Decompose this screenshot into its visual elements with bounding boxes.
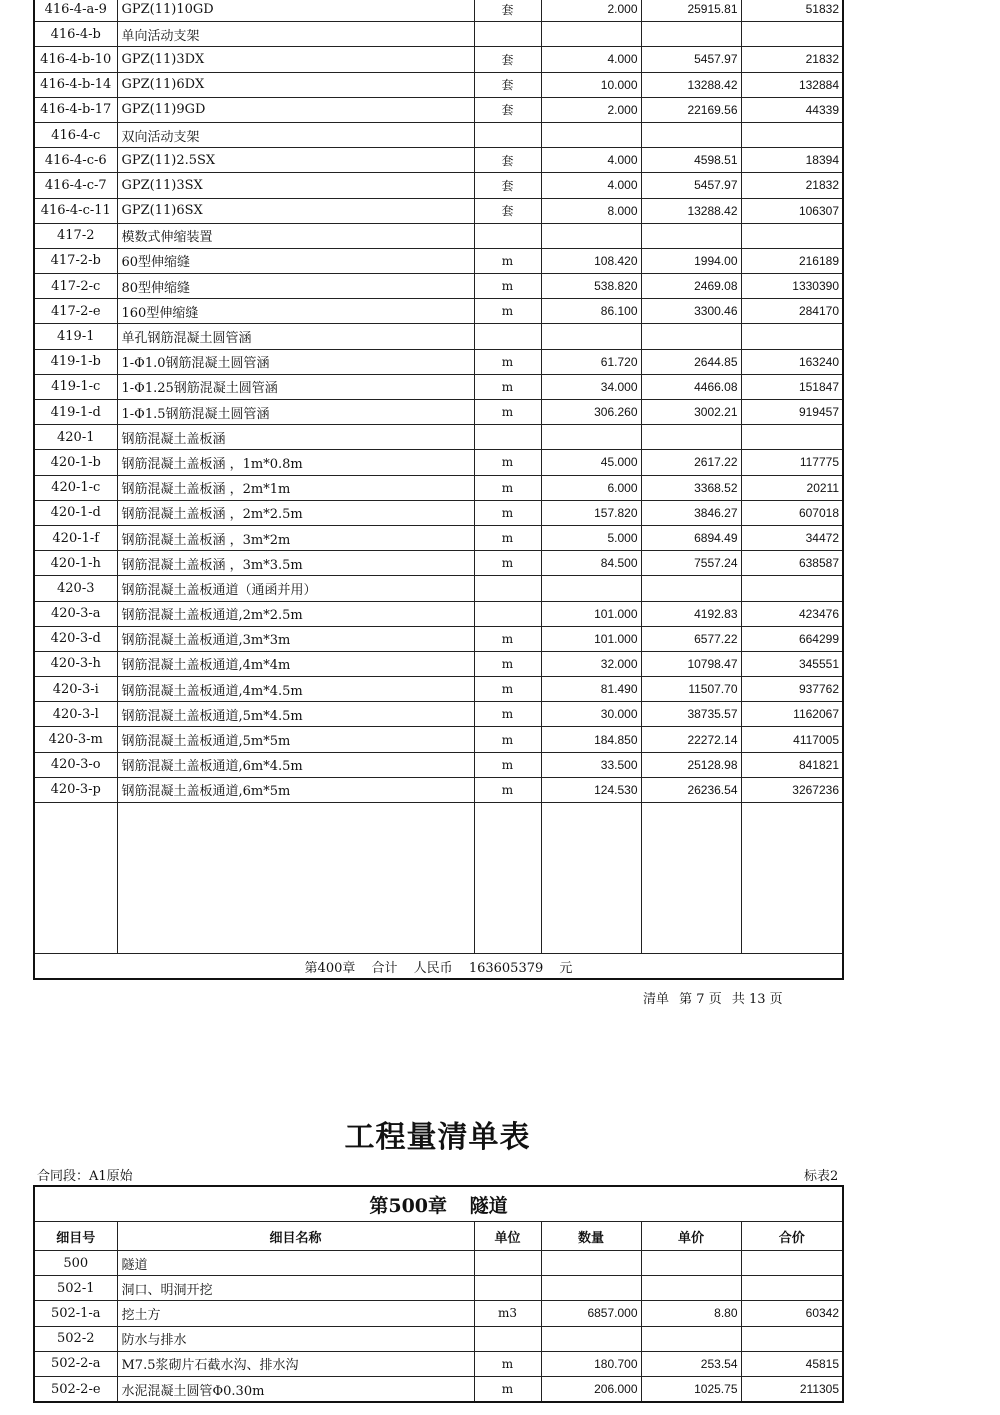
table-row — [34, 0, 843, 22]
header-unit: 单位 — [474, 1222, 541, 1251]
item-name: 钢筋混凝土盖板通道,4m*4.5m — [117, 677, 474, 702]
table-row — [34, 324, 843, 349]
item-quantity: 101.000 — [541, 601, 641, 626]
table-row — [34, 1376, 843, 1402]
item-unit: m — [474, 677, 541, 702]
table-row — [34, 626, 843, 651]
item-code: 419-1-c — [34, 374, 117, 399]
item-unit: 套 — [474, 72, 541, 97]
item-name: GPZ(11)3DX — [117, 47, 474, 72]
item-quantity: 32.000 — [541, 651, 641, 676]
item-amount — [741, 122, 843, 147]
item-quantity: 2.000 — [541, 97, 641, 122]
item-name: 水泥混凝土圆管Φ0.30m — [117, 1376, 474, 1402]
item-quantity: 206.000 — [541, 1376, 641, 1402]
item-unit — [474, 1276, 541, 1301]
item-name: 单孔钢筋混凝土圆管涵 — [117, 324, 474, 349]
item-quantity — [541, 223, 641, 248]
table-row — [34, 349, 843, 374]
table-row — [34, 223, 843, 248]
item-amount — [741, 1251, 843, 1276]
item-unit: m — [474, 752, 541, 777]
chapter-number: 第500章 — [369, 1194, 448, 1217]
item-unit: m — [474, 1351, 541, 1376]
item-amount — [741, 22, 843, 47]
table-row — [34, 425, 843, 450]
item-unit-price — [641, 223, 741, 248]
item-quantity: 6857.000 — [541, 1301, 641, 1326]
item-quantity: 4.000 — [541, 173, 641, 198]
item-unit: m — [474, 551, 541, 576]
item-quantity: 84.500 — [541, 551, 641, 576]
item-name: GPZ(11)6DX — [117, 72, 474, 97]
item-amount: 21832 — [741, 47, 843, 72]
item-code: 420-3-o — [34, 752, 117, 777]
total-label: 合计 — [371, 960, 398, 976]
item-code: 502-2-a — [34, 1351, 117, 1376]
item-unit: m — [474, 500, 541, 525]
table-row — [34, 727, 843, 752]
item-unit-price: 5457.97 — [641, 173, 741, 198]
item-code: 420-3-a — [34, 601, 117, 626]
item-quantity: 30.000 — [541, 702, 641, 727]
item-unit — [474, 601, 541, 626]
table-row — [34, 148, 843, 173]
item-unit — [474, 1326, 541, 1351]
item-code: 416-4-a-9 — [34, 0, 117, 22]
item-amount: 60342 — [741, 1301, 843, 1326]
item-amount: 34472 — [741, 525, 843, 550]
item-amount: 117775 — [741, 450, 843, 475]
table-row — [34, 551, 843, 576]
item-name: 钢筋混凝土盖板通道,6m*4.5m — [117, 752, 474, 777]
page-footer — [643, 988, 789, 1007]
item-quantity: 45.000 — [541, 450, 641, 475]
item-unit: 套 — [474, 97, 541, 122]
item-name: 160型伸缩缝 — [117, 299, 474, 324]
item-unit: m — [474, 727, 541, 752]
item-quantity: 8.000 — [541, 198, 641, 223]
item-name: 1-Φ1.0钢筋混凝土圆管涵 — [117, 349, 474, 374]
table-row — [34, 576, 843, 601]
item-name: 钢筋混凝土盖板通道,5m*4.5m — [117, 702, 474, 727]
table-row — [34, 1326, 843, 1351]
table-row — [34, 475, 843, 500]
total-amount: 163605379 — [468, 960, 544, 976]
item-unit: m — [474, 1376, 541, 1402]
footer-page: 第 7 页 — [679, 992, 722, 1007]
item-unit: m — [474, 475, 541, 500]
item-code: 502-1 — [34, 1276, 117, 1301]
item-quantity — [541, 1251, 641, 1276]
item-name: 单向活动支架 — [117, 22, 474, 47]
item-code: 417-2-b — [34, 248, 117, 273]
item-unit-price — [641, 22, 741, 47]
item-unit-price — [641, 324, 741, 349]
item-amount: 20211 — [741, 475, 843, 500]
item-unit-price: 4598.51 — [641, 148, 741, 173]
item-quantity: 10.000 — [541, 72, 641, 97]
item-quantity: 61.720 — [541, 349, 641, 374]
item-name: 钢筋混凝土盖板涵 ，2m*1m — [117, 475, 474, 500]
item-code: 416-4-b-14 — [34, 72, 117, 97]
item-amount: 937762 — [741, 677, 843, 702]
item-code: 417-2-e — [34, 299, 117, 324]
form-number: 标表2 — [804, 1169, 839, 1184]
item-amount: 284170 — [741, 299, 843, 324]
item-unit-price: 8.80 — [641, 1301, 741, 1326]
item-amount: 18394 — [741, 148, 843, 173]
item-unit: 套 — [474, 148, 541, 173]
item-code: 417-2-c — [34, 274, 117, 299]
item-unit — [474, 122, 541, 147]
table-row — [34, 500, 843, 525]
item-unit-price — [641, 425, 741, 450]
item-amount: 841821 — [741, 752, 843, 777]
item-code: 419-1-b — [34, 349, 117, 374]
item-code: 416-4-b-17 — [34, 97, 117, 122]
item-quantity: 157.820 — [541, 500, 641, 525]
item-code: 419-1 — [34, 324, 117, 349]
item-amount: 3267236 — [741, 777, 843, 802]
table-row — [34, 400, 843, 425]
table-row — [34, 1301, 843, 1326]
item-quantity — [541, 576, 641, 601]
item-amount: 1330390 — [741, 274, 843, 299]
item-amount: 211305 — [741, 1376, 843, 1402]
item-code: 420-1-b — [34, 450, 117, 475]
item-unit: m — [474, 651, 541, 676]
table-row — [34, 22, 843, 47]
bill-table-body — [34, 0, 843, 979]
item-unit: m — [474, 400, 541, 425]
item-name: GPZ(11)9GD — [117, 97, 474, 122]
chapter-header-row — [34, 1186, 843, 1222]
item-code: 420-3-d — [34, 626, 117, 651]
contract-section: 合同段：A1原始 — [37, 1169, 133, 1184]
item-name: GPZ(11)3SX — [117, 173, 474, 198]
item-unit: m — [474, 349, 541, 374]
item-unit: m — [474, 450, 541, 475]
item-name: 1-Φ1.5钢筋混凝土圆管涵 — [117, 400, 474, 425]
item-name: 钢筋混凝土盖板涵 ，2m*2.5m — [117, 500, 474, 525]
item-quantity: 538.820 — [541, 274, 641, 299]
item-amount: 44339 — [741, 97, 843, 122]
table-row — [34, 299, 843, 324]
item-unit-price: 1025.75 — [641, 1376, 741, 1402]
item-name: 钢筋混凝土盖板涵 ，3m*2m — [117, 525, 474, 550]
item-quantity: 124.530 — [541, 777, 641, 802]
item-unit-price: 10798.47 — [641, 651, 741, 676]
item-name: 防水与排水 — [117, 1326, 474, 1351]
item-unit-price: 2644.85 — [641, 349, 741, 374]
item-unit: m — [474, 525, 541, 550]
table-row — [34, 47, 843, 72]
item-unit-price — [641, 1276, 741, 1301]
item-quantity: 81.490 — [541, 677, 641, 702]
item-unit-price: 2617.22 — [641, 450, 741, 475]
item-name: 钢筋混凝土盖板通道,5m*5m — [117, 727, 474, 752]
item-unit-price: 22272.14 — [641, 727, 741, 752]
item-code: 420-1 — [34, 425, 117, 450]
item-name: GPZ(11)6SX — [117, 198, 474, 223]
item-code: 420-1-h — [34, 551, 117, 576]
bill-table-chapter-500 — [33, 1185, 844, 1403]
item-quantity: 184.850 — [541, 727, 641, 752]
item-name: 钢筋混凝土盖板涵 ，3m*3.5m — [117, 551, 474, 576]
header-code: 细目号 — [34, 1222, 117, 1251]
item-quantity: 4.000 — [541, 148, 641, 173]
footer-total-pages: 共 13 页 — [731, 992, 783, 1007]
item-code: 420-3-l — [34, 702, 117, 727]
item-unit — [474, 22, 541, 47]
item-name: 钢筋混凝土盖板通道（通函并用） — [117, 576, 474, 601]
item-code: 420-3-p — [34, 777, 117, 802]
item-amount: 664299 — [741, 626, 843, 651]
bill-table-chapter-400 — [33, 0, 844, 980]
item-name: 1-Φ1.25钢筋混凝土圆管涵 — [117, 374, 474, 399]
total-unit: 元 — [559, 960, 573, 976]
item-amount: 51832 — [741, 0, 843, 22]
item-quantity: 5.000 — [541, 525, 641, 550]
item-code: 420-3-m — [34, 727, 117, 752]
item-amount — [741, 223, 843, 248]
item-name: 挖土方 — [117, 1301, 474, 1326]
item-code: 420-3-h — [34, 651, 117, 676]
item-unit-price: 25915.81 — [641, 0, 741, 22]
item-name: 钢筋混凝土盖板通道,2m*2.5m — [117, 601, 474, 626]
item-unit-price — [641, 1251, 741, 1276]
item-amount: 21832 — [741, 173, 843, 198]
item-code: 502-1-a — [34, 1301, 117, 1326]
item-amount: 45815 — [741, 1351, 843, 1376]
item-unit-price: 13288.42 — [641, 72, 741, 97]
item-amount: 638587 — [741, 551, 843, 576]
item-amount — [741, 1276, 843, 1301]
item-unit-price — [641, 122, 741, 147]
item-quantity: 101.000 — [541, 626, 641, 651]
item-unit-price: 5457.97 — [641, 47, 741, 72]
item-code: 416-4-b — [34, 22, 117, 47]
item-unit-price: 3300.46 — [641, 299, 741, 324]
table-row — [34, 122, 843, 147]
chapter-total-row — [34, 954, 843, 980]
item-unit — [474, 223, 541, 248]
item-amount: 106307 — [741, 198, 843, 223]
item-name: 洞口、明洞开挖 — [117, 1276, 474, 1301]
item-unit-price: 11507.70 — [641, 677, 741, 702]
item-unit: 套 — [474, 173, 541, 198]
item-unit-price: 13288.42 — [641, 198, 741, 223]
item-code: 419-1-d — [34, 400, 117, 425]
item-quantity: 34.000 — [541, 374, 641, 399]
item-unit: m — [474, 702, 541, 727]
table-row — [34, 777, 843, 802]
item-code: 502-2 — [34, 1326, 117, 1351]
item-quantity — [541, 1326, 641, 1351]
page-title: 工程量清单表 — [344, 1120, 531, 1155]
blank-row — [34, 803, 843, 954]
table-row — [34, 677, 843, 702]
item-quantity — [541, 122, 641, 147]
item-unit-price: 253.54 — [641, 1351, 741, 1376]
item-code: 416-4-c — [34, 122, 117, 147]
item-code: 420-3 — [34, 576, 117, 601]
item-quantity — [541, 324, 641, 349]
item-unit-price — [641, 576, 741, 601]
table-row — [34, 72, 843, 97]
item-unit: 套 — [474, 198, 541, 223]
item-unit-price: 4192.83 — [641, 601, 741, 626]
item-quantity — [541, 425, 641, 450]
header-price: 单价 — [641, 1222, 741, 1251]
table-row — [34, 173, 843, 198]
item-unit-price: 1994.00 — [641, 248, 741, 273]
item-name: 80型伸缩缝 — [117, 274, 474, 299]
table-row — [34, 1276, 843, 1301]
item-unit: m — [474, 777, 541, 802]
item-unit: 套 — [474, 47, 541, 72]
item-unit: m — [474, 299, 541, 324]
table-row — [34, 1351, 843, 1376]
item-code: 420-1-c — [34, 475, 117, 500]
item-unit: 套 — [474, 0, 541, 22]
table-row — [34, 525, 843, 550]
header-name: 细目名称 — [117, 1222, 474, 1251]
item-quantity: 180.700 — [541, 1351, 641, 1376]
item-name: 隧道 — [117, 1251, 474, 1276]
item-quantity: 306.260 — [541, 400, 641, 425]
item-unit — [474, 1251, 541, 1276]
item-quantity — [541, 22, 641, 47]
item-name: 双向活动支架 — [117, 122, 474, 147]
item-unit-price: 4466.08 — [641, 374, 741, 399]
item-amount: 216189 — [741, 248, 843, 273]
item-unit-price: 2469.08 — [641, 274, 741, 299]
item-amount: 163240 — [741, 349, 843, 374]
item-amount: 151847 — [741, 374, 843, 399]
table-row — [34, 198, 843, 223]
item-amount: 919457 — [741, 400, 843, 425]
item-amount — [741, 576, 843, 601]
item-amount — [741, 1326, 843, 1351]
table-row — [34, 752, 843, 777]
item-unit-price: 6577.22 — [641, 626, 741, 651]
table-row — [34, 450, 843, 475]
total-chapter: 第400章 — [304, 960, 356, 976]
item-amount: 4117005 — [741, 727, 843, 752]
total-currency: 人民币 — [413, 960, 453, 976]
item-unit: m — [474, 374, 541, 399]
table-row — [34, 374, 843, 399]
column-header-row — [34, 1222, 843, 1251]
item-name: GPZ(11)10GD — [117, 0, 474, 22]
item-quantity: 33.500 — [541, 752, 641, 777]
table-row — [34, 274, 843, 299]
item-unit-price: 25128.98 — [641, 752, 741, 777]
item-unit-price: 3368.52 — [641, 475, 741, 500]
item-code: 416-4-c-7 — [34, 173, 117, 198]
item-code: 502-2-e — [34, 1376, 117, 1402]
item-code: 420-1-d — [34, 500, 117, 525]
item-amount: 345551 — [741, 651, 843, 676]
item-name: 钢筋混凝土盖板通道,6m*5m — [117, 777, 474, 802]
item-code: 416-4-c-11 — [34, 198, 117, 223]
item-quantity: 108.420 — [541, 248, 641, 273]
item-unit-price: 3846.27 — [641, 500, 741, 525]
item-unit — [474, 324, 541, 349]
item-unit — [474, 576, 541, 601]
item-unit-price: 3002.21 — [641, 400, 741, 425]
item-unit-price: 22169.56 — [641, 97, 741, 122]
item-name: 钢筋混凝土盖板通道,3m*3m — [117, 626, 474, 651]
item-code: 420-3-i — [34, 677, 117, 702]
item-code: 416-4-b-10 — [34, 47, 117, 72]
item-name: 60型伸缩缝 — [117, 248, 474, 273]
item-amount: 423476 — [741, 601, 843, 626]
item-name: M7.5浆砌片石截水沟、排水沟 — [117, 1351, 474, 1376]
item-unit-price: 7557.24 — [641, 551, 741, 576]
item-unit: m — [474, 626, 541, 651]
item-quantity: 6.000 — [541, 475, 641, 500]
item-quantity — [541, 1276, 641, 1301]
item-name: 模数式伸缩装置 — [117, 223, 474, 248]
item-name: 钢筋混凝土盖板涵 ，1m*0.8m — [117, 450, 474, 475]
item-quantity: 86.100 — [541, 299, 641, 324]
item-unit-price: 26236.54 — [641, 777, 741, 802]
header-qty: 数量 — [541, 1222, 641, 1251]
item-name: 钢筋混凝土盖板涵 — [117, 425, 474, 450]
bill-table-body — [34, 1251, 843, 1403]
table-row — [34, 248, 843, 273]
item-unit — [474, 425, 541, 450]
item-unit-price — [641, 1326, 741, 1351]
item-amount: 1162067 — [741, 702, 843, 727]
item-code: 500 — [34, 1251, 117, 1276]
item-quantity: 4.000 — [541, 47, 641, 72]
item-unit: m3 — [474, 1301, 541, 1326]
item-code: 416-4-c-6 — [34, 148, 117, 173]
table-row — [34, 601, 843, 626]
item-code: 420-1-f — [34, 525, 117, 550]
item-amount: 132884 — [741, 72, 843, 97]
item-unit: m — [474, 274, 541, 299]
item-code: 417-2 — [34, 223, 117, 248]
item-name: GPZ(11)2.5SX — [117, 148, 474, 173]
table-row — [34, 702, 843, 727]
item-unit-price: 6894.49 — [641, 525, 741, 550]
item-name: 钢筋混凝土盖板通道,4m*4m — [117, 651, 474, 676]
item-unit-price: 38735.57 — [641, 702, 741, 727]
item-amount — [741, 324, 843, 349]
table-row — [34, 1251, 843, 1276]
item-amount: 607018 — [741, 500, 843, 525]
table-row — [34, 97, 843, 122]
chapter-name: 隧道 — [469, 1194, 508, 1217]
footer-prefix: 清单 — [643, 992, 670, 1007]
header-total: 合价 — [741, 1222, 843, 1251]
item-quantity: 2.000 — [541, 0, 641, 22]
item-amount — [741, 425, 843, 450]
item-unit: m — [474, 248, 541, 273]
table-row — [34, 651, 843, 676]
